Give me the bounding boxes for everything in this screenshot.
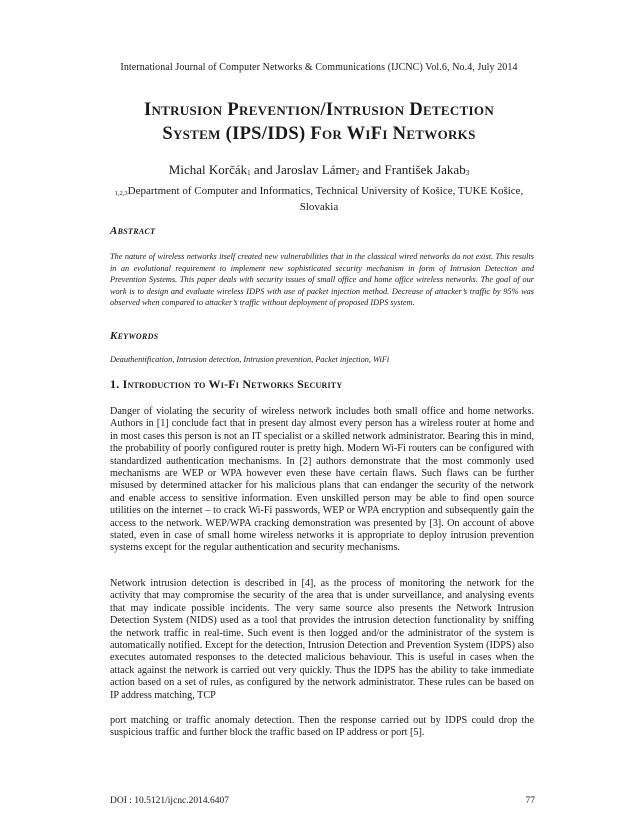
author-separator: and	[359, 162, 385, 177]
section-1-paragraph-3: port matching or traffic anomaly detection. Then the response carried out by IDPS could drop the suspicious traffic and further block the traffic based on IP address or port [5].	[110, 715, 534, 739]
page-number: 77	[525, 796, 535, 806]
affiliation-markers: 1,2,3	[114, 190, 128, 197]
author-2: Jaroslav Lámer	[275, 162, 356, 177]
journal-header: International Journal of Computer Networks & Communications (IJCNC) Vol.6, No.4, July 2014	[120, 62, 518, 73]
title-line-2: System (IPS/IDS) For WiFi Networks	[162, 124, 476, 144]
section-1-paragraph-2: Network intrusion detection is described in [4], as the process of monitoring the network for the activity that may compromise the security of the area that is under surveillance, and analysing events that may indicate possible incidents. The very same source also presents the Network Intrusion Detection System (NIDS) used as a tool that provides the intrusion detection functionality by sniffing the network traffic in real-time. Such event is then logged and/or the administrator of the system is automatically notified. Except for the detection, Intrusion Detection and Prevention System (IDPS) also executes automated responses to the detected malicious behaviour. This is useful in cases when the attack against the network is carried out very quickly. Thus the IDPS has the ability to take immediate action based on a set of rules, as configured by the network administrator. These rules can be based on IP address matching, TCP	[110, 578, 534, 701]
keywords-text: Deauthentification, Intrusion detection, Intrusion prevention, Packet injection, WiFi	[110, 355, 390, 364]
author-list	[0, 162, 638, 178]
author-1-affil: 1	[247, 169, 251, 177]
abstract-text: The nature of wireless networks itself created new vulnerabilities that in the classical wired networks do not exist. This results in an evolutional requirement to implement new sophisticated security mechanism in form of Intrusion Detection and Prevention Systems. This paper deals with security issues of small office and home office wireless networks. The goal of our work is to design and evaluate wireless IDPS with use of packet injection method. Decrease of attacker’s traffic by 95% was observed when compared to attacker’s traffic without deployment of proposed IDPS system.	[110, 252, 534, 308]
author-separator: and	[250, 162, 276, 177]
doi: DOI : 10.5121/ijcnc.2014.6407	[110, 796, 230, 806]
abstract-heading: Abstract	[110, 225, 156, 237]
author-1: Michal Korčák	[168, 162, 248, 177]
paper-title	[40, 98, 598, 146]
affiliation-text: Department of Computer and Informatics, Technical University of Košice, TUKE Košice, Slovakia	[127, 185, 524, 213]
author-3-affil: 3	[465, 169, 470, 177]
author-3: František Jakab	[384, 162, 466, 177]
keywords-heading: Keywords	[110, 330, 159, 342]
section-1-paragraph-1: Danger of violating the security of wireless network includes both small office and home networks. Authors in [1] conclude fact that in present day almost every person has a wireless router at home and in most cases this person is not an IT specialist or a skilled network administrator. Bearing this in mind, the probability of poorly configured router is pretty high. Modern Wi-Fi routers can be configured with standardized authentication mechanisms. In [2] authors demonstrate that the most commonly used mechanisms are WEP or WPA however even these have certain flaws. Such flaws can be further misused by determined attacker for his malicious plans that can endanger the security of the network and enable access to sensitive information. Even unskilled person may be able to find open source utilities on the internet – to crack Wi-Fi passwords, WEP or WPA encryption and subsequently gain the access to the network. WEP/WPA cracking demonstration was presented by [3]. On account of above stated, even in case of small home wireless networks it is appropriate to deploy intrusion prevention systems except for the regular authentication and security mechanisms.	[110, 406, 534, 554]
title-line-1: Intrusion Prevention/Intrusion Detection	[143, 100, 495, 120]
affiliation	[110, 184, 528, 215]
author-2-affil: 2	[355, 169, 360, 177]
section-1-title: 1. Introduction to Wi-Fi Networks Security	[110, 377, 343, 391]
